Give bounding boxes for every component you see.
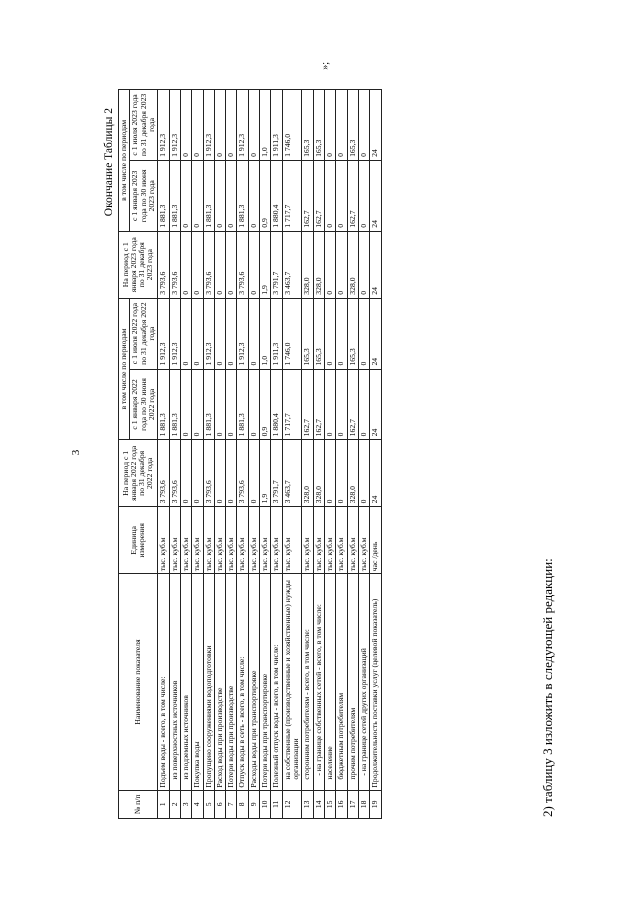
- row-unit: тыс. куб.м: [358, 507, 369, 574]
- value-2022-total: 0: [214, 440, 225, 507]
- value-2022-h1: 162,7: [302, 369, 313, 440]
- value-2023-h1: 24: [370, 160, 381, 231]
- value-2023-h2: 1 746,0: [282, 90, 302, 161]
- value-2022-h1: 1 881,3: [158, 369, 169, 440]
- row-unit: тыс. куб.м: [237, 507, 248, 574]
- row-name: Отпуск воды в сеть - всего, в том числе:: [237, 574, 248, 790]
- row-number: 9: [248, 790, 259, 818]
- value-2022-h2: 1 911,3: [271, 298, 282, 369]
- value-2022-h2: 0: [180, 298, 191, 369]
- header-2022-h2: с 1 июля 2022 года по 31 декабря 2022 года: [130, 298, 158, 369]
- value-2023-h2: 0: [248, 90, 259, 161]
- row-name: Потери воды при производстве: [226, 574, 237, 790]
- value-2023-total: 1,9: [260, 231, 271, 298]
- row-name: Подъем воды - всего, в том числе:: [158, 574, 169, 790]
- row-name: Потери воды при транспортировке: [260, 574, 271, 790]
- header-2023-h2: с 1 июля 2023 года по 31 декабря 2023 года: [130, 90, 158, 161]
- value-2023-h1: 1 717,7: [282, 160, 302, 231]
- row-name: Пропущено сооружениями водоподготовки: [203, 574, 214, 790]
- value-2022-h2: 1 912,3: [169, 298, 180, 369]
- value-2022-h1: 162,7: [347, 369, 358, 440]
- value-2023-h2: 0: [324, 90, 335, 161]
- row-number: 5: [203, 790, 214, 818]
- value-2023-h2: 1,0: [260, 90, 271, 161]
- row-name: прочим потребителям: [347, 574, 358, 790]
- table-row: [358, 90, 369, 819]
- value-2022-h1: 0: [180, 369, 191, 440]
- value-2023-h1: 1 881,3: [203, 160, 214, 231]
- value-2023-h2: 165,3: [347, 90, 358, 161]
- value-2023-h1: 0: [226, 160, 237, 231]
- value-2022-total: 3 793,6: [158, 440, 169, 507]
- value-2022-total: 0: [358, 440, 369, 507]
- row-name: из поверхностных источников: [169, 574, 180, 790]
- value-2022-h1: 1 880,4: [271, 369, 282, 440]
- table-row: [282, 90, 302, 819]
- value-2022-h2: 1 912,3: [203, 298, 214, 369]
- row-name: Расходы воды при транспортировке: [248, 574, 259, 790]
- row-number: 10: [260, 790, 271, 818]
- row-name: Расход воды при производстве: [214, 574, 225, 790]
- value-2023-total: 24: [370, 231, 381, 298]
- header-2023-h1: с 1 января 2023 года по 30 июня 2023 года: [130, 160, 158, 231]
- value-2023-h1: 1 880,4: [271, 160, 282, 231]
- value-2023-total: 0: [180, 231, 191, 298]
- table-row: [271, 90, 282, 819]
- value-2023-h2: 165,3: [313, 90, 324, 161]
- value-2023-total: 0: [226, 231, 237, 298]
- value-2022-total: 328,0: [347, 440, 358, 507]
- row-number: 8: [237, 790, 248, 818]
- table-row: [336, 90, 347, 819]
- value-2022-h2: 1 912,3: [158, 298, 169, 369]
- value-2022-h1: 1 881,3: [237, 369, 248, 440]
- value-2022-h1: 162,7: [313, 369, 324, 440]
- row-number: 17: [347, 790, 358, 818]
- row-name: - на границе сетей других организаций: [358, 574, 369, 790]
- value-2022-h1: 0: [324, 369, 335, 440]
- table-row: [324, 90, 335, 819]
- value-2023-h1: 0: [336, 160, 347, 231]
- value-2022-h2: 0: [248, 298, 259, 369]
- row-number: 3: [180, 790, 191, 818]
- row-number: 4: [192, 790, 203, 818]
- value-2023-h1: 1 881,3: [158, 160, 169, 231]
- amendment-note: 2) таблицу 3 изложить в следующей редакции:: [540, 558, 555, 817]
- row-unit: тыс. куб.м: [336, 507, 347, 574]
- table-row: [192, 90, 203, 819]
- header-period-2022-group: в том числе по периодам: [119, 298, 130, 440]
- value-2022-h1: 1 717,7: [282, 369, 302, 440]
- table-row: [214, 90, 225, 819]
- value-2023-h2: 0: [358, 90, 369, 161]
- row-unit: тыс. куб.м: [203, 507, 214, 574]
- row-name: сторонним потребителям - всего, в том числе:: [302, 574, 313, 790]
- value-2023-h1: 1 881,3: [169, 160, 180, 231]
- row-unit: тыс. куб.м: [180, 507, 191, 574]
- row-unit: час /день: [370, 507, 381, 574]
- row-name: Продолжительность поставки услуг (целевой показатель): [370, 574, 381, 790]
- row-unit: тыс. куб.м: [324, 507, 335, 574]
- value-2022-total: 3 793,6: [237, 440, 248, 507]
- value-2023-h2: 1 912,3: [169, 90, 180, 161]
- value-2022-h2: 0: [192, 298, 203, 369]
- value-2022-total: 24: [370, 440, 381, 507]
- row-number: 15: [324, 790, 335, 818]
- value-2022-h2: 0: [336, 298, 347, 369]
- value-2023-h1: 0: [248, 160, 259, 231]
- table-row: [226, 90, 237, 819]
- value-2022-h1: 0,9: [260, 369, 271, 440]
- value-2023-h2: 0: [226, 90, 237, 161]
- value-2023-h2: 24: [370, 90, 381, 161]
- header-name: Наименование показателя: [119, 574, 158, 790]
- value-2022-total: 3 463,7: [282, 440, 302, 507]
- value-2022-total: 3 793,6: [169, 440, 180, 507]
- value-2023-total: 0: [358, 231, 369, 298]
- row-unit: тыс. куб.м: [271, 507, 282, 574]
- page-number: 3: [70, 449, 82, 456]
- value-2022-total: 0: [336, 440, 347, 507]
- row-unit: тыс. куб.м: [192, 507, 203, 574]
- closing-quote: »;: [320, 62, 331, 70]
- value-2023-total: 3 793,6: [169, 231, 180, 298]
- table-row: [169, 90, 180, 819]
- row-unit: тыс. куб.м: [169, 507, 180, 574]
- value-2022-h1: 0: [214, 369, 225, 440]
- value-2023-total: 3 793,6: [237, 231, 248, 298]
- value-2022-total: 1,9: [260, 440, 271, 507]
- value-2023-h2: 1 912,3: [203, 90, 214, 161]
- header-num: № п/п: [119, 790, 158, 818]
- row-number: 7: [226, 790, 237, 818]
- value-2023-h2: 0: [214, 90, 225, 161]
- row-number: 16: [336, 790, 347, 818]
- value-2023-h1: 162,7: [302, 160, 313, 231]
- row-unit: тыс. куб.м: [226, 507, 237, 574]
- value-2023-h1: 0: [180, 160, 191, 231]
- header-period-2022-total: На период с 1 января 2022 года по 31 декабря 2022 года: [119, 440, 158, 507]
- value-2022-total: 328,0: [302, 440, 313, 507]
- value-2023-h2: 165,3: [302, 90, 313, 161]
- value-2022-h2: 1 912,3: [237, 298, 248, 369]
- value-2022-total: 0: [180, 440, 191, 507]
- value-2023-h1: 0: [214, 160, 225, 231]
- table-row: [302, 90, 313, 819]
- row-name: Покупка воды: [192, 574, 203, 790]
- value-2022-h1: 0: [336, 369, 347, 440]
- value-2022-h2: 1 746,0: [282, 298, 302, 369]
- value-2022-h2: 1,0: [260, 298, 271, 369]
- value-2023-total: 0: [192, 231, 203, 298]
- row-unit: тыс. куб.м: [214, 507, 225, 574]
- row-unit: тыс. куб.м: [347, 507, 358, 574]
- value-2023-total: 3 793,6: [158, 231, 169, 298]
- header-2022-h1: с 1 января 2022 года по 30 июня 2022 года: [130, 369, 158, 440]
- row-number: 11: [271, 790, 282, 818]
- row-number: 1: [158, 790, 169, 818]
- value-2023-total: 0: [214, 231, 225, 298]
- value-2022-total: 0: [226, 440, 237, 507]
- value-2023-total: 3 793,6: [203, 231, 214, 298]
- value-2022-h2: 0: [324, 298, 335, 369]
- row-name: население: [324, 574, 335, 790]
- value-2022-total: 3 793,6: [203, 440, 214, 507]
- value-2023-total: 328,0: [347, 231, 358, 298]
- value-2023-h1: 0: [324, 160, 335, 231]
- value-2022-total: 3 791,7: [271, 440, 282, 507]
- value-2022-h2: 0: [226, 298, 237, 369]
- table-row: [158, 90, 169, 819]
- row-number: 19: [370, 790, 381, 818]
- table-row: [237, 90, 248, 819]
- value-2022-total: 0: [192, 440, 203, 507]
- value-2022-h1: 24: [370, 369, 381, 440]
- table-caption: Окончание Таблицы 2: [103, 108, 115, 217]
- value-2022-h1: 0: [248, 369, 259, 440]
- value-2023-total: 3 791,7: [271, 231, 282, 298]
- value-2022-h2: 165,3: [302, 298, 313, 369]
- row-name: на собственные (производственные и хозяйственные) нужды организации: [282, 574, 302, 790]
- header-period-2023-total: На период с 1 января 2023 года по 31 декабря 2023 года: [119, 231, 158, 298]
- value-2022-h2: 0: [214, 298, 225, 369]
- value-2023-h2: 1 912,3: [237, 90, 248, 161]
- value-2022-h2: 165,3: [313, 298, 324, 369]
- value-2022-h1: 1 881,3: [203, 369, 214, 440]
- row-unit: тыс. куб.м: [260, 507, 271, 574]
- table-row: [313, 90, 324, 819]
- value-2023-h2: 0: [192, 90, 203, 161]
- table-row: [180, 90, 191, 819]
- value-2022-h2: 0: [358, 298, 369, 369]
- row-name: - на границе собственных сетей - всего, в том числе:: [313, 574, 324, 790]
- row-name: из подземных источников: [180, 574, 191, 790]
- table-row: [260, 90, 271, 819]
- value-2023-h2: 0: [336, 90, 347, 161]
- row-number: 18: [358, 790, 369, 818]
- value-2022-total: 0: [324, 440, 335, 507]
- row-name: Полезный отпуск воды - всего, в том числе:: [271, 574, 282, 790]
- value-2023-h1: 162,7: [313, 160, 324, 231]
- table-row: [203, 90, 214, 819]
- value-2023-h2: 1 911,3: [271, 90, 282, 161]
- value-2023-h1: 0: [192, 160, 203, 231]
- value-2022-h1: 0: [358, 369, 369, 440]
- value-2023-total: 0: [248, 231, 259, 298]
- header-unit: Единица измерения: [119, 507, 158, 574]
- table-row: [248, 90, 259, 819]
- value-2023-h1: 1 881,3: [237, 160, 248, 231]
- value-2022-h1: 0: [226, 369, 237, 440]
- value-2023-h1: 162,7: [347, 160, 358, 231]
- value-2023-total: 328,0: [313, 231, 324, 298]
- value-2023-total: 0: [324, 231, 335, 298]
- row-unit: тыс. куб.м: [313, 507, 324, 574]
- value-2022-h2: 24: [370, 298, 381, 369]
- value-2023-h1: 0,9: [260, 160, 271, 231]
- row-number: 13: [302, 790, 313, 818]
- table-body: [158, 90, 381, 819]
- water-balance-table: [118, 89, 382, 819]
- value-2022-total: 0: [248, 440, 259, 507]
- table-row: [370, 90, 381, 819]
- table-row: [347, 90, 358, 819]
- row-name: бюджетным потребителям: [336, 574, 347, 790]
- row-number: 12: [282, 790, 302, 818]
- row-number: 6: [214, 790, 225, 818]
- value-2023-total: 0: [336, 231, 347, 298]
- value-2023-h2: 0: [180, 90, 191, 161]
- row-unit: тыс. куб.м: [282, 507, 302, 574]
- value-2022-total: 328,0: [313, 440, 324, 507]
- value-2023-total: 328,0: [302, 231, 313, 298]
- row-unit: тыс. куб.м: [158, 507, 169, 574]
- row-unit: тыс. куб.м: [302, 507, 313, 574]
- value-2022-h1: 0: [192, 369, 203, 440]
- value-2022-h1: 1 881,3: [169, 369, 180, 440]
- value-2023-h1: 0: [358, 160, 369, 231]
- value-2022-h2: 165,3: [347, 298, 358, 369]
- row-number: 2: [169, 790, 180, 818]
- row-unit: тыс. куб.м: [248, 507, 259, 574]
- value-2023-total: 3 463,7: [282, 231, 302, 298]
- header-period-2023-group: в том числе по периодам: [119, 90, 130, 232]
- row-number: 14: [313, 790, 324, 818]
- value-2023-h2: 1 912,3: [158, 90, 169, 161]
